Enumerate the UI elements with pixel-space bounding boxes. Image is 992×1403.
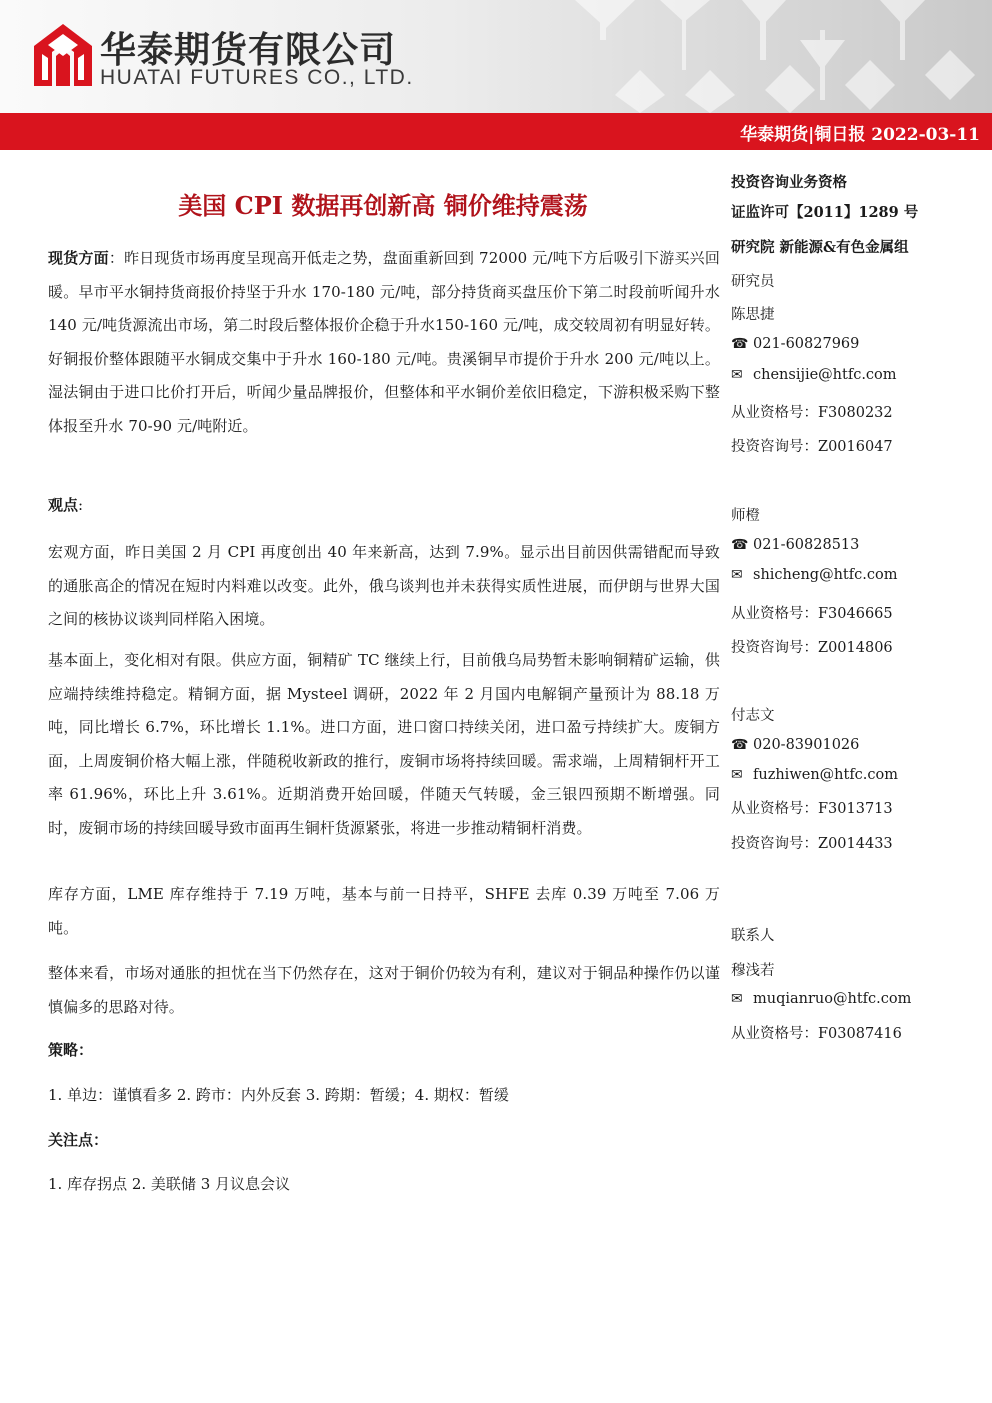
report-title: 美国 CPI 数据再创新高 铜价维持震荡: [178, 191, 588, 220]
report-banner-text: 华泰期货|铜日报 2022-03-11: [740, 125, 980, 145]
macro-section: [48, 536, 720, 637]
email-row[interactable]: ✉ chensijie@htfc.com: [731, 367, 897, 383]
strategy-heading: 策略：: [48, 1041, 94, 1059]
inventory-paragraph: 库存方面，LME 库存维持于 7.19 万吨，基本与前一日持平，SHFE 去库 0.39 万吨至 7.06 万吨。: [48, 885, 720, 937]
qualification-label: 投资咨询业务资格: [731, 174, 847, 191]
cert-number: 从业资格号：F3013713: [731, 801, 893, 817]
inventory-section: [48, 878, 720, 945]
researcher-name: 陈思捷: [731, 307, 775, 323]
license-number: 证监许可【2011】1289 号: [731, 204, 919, 221]
email-row[interactable]: ✉ muqianruo@htfc.com: [731, 991, 912, 1007]
report-banner: [0, 113, 992, 150]
researcher-name: 付志文: [731, 708, 775, 724]
consult-number: 投资咨询号：Z0014433: [731, 836, 893, 852]
email-icon: ✉: [731, 991, 743, 1007]
cert-number: 从业资格号：F3080232: [731, 405, 893, 421]
phone-row: ☎ 020-83901026: [731, 737, 860, 753]
focus-item: 1. 库存拐点 2. 美联储 3 月议息会议: [48, 1175, 291, 1193]
consult-number: 投资咨询号：Z0016047: [731, 439, 893, 455]
cert-number: 从业资格号：F3046665: [731, 606, 893, 622]
focus-list: [48, 1173, 720, 1194]
page-header: [0, 0, 992, 113]
researcher-label: 研究员: [731, 274, 775, 290]
company-name-cn: 华泰期货有限公司: [100, 30, 397, 71]
contact-label: 联系人: [731, 928, 775, 944]
phone-icon: ☎: [731, 737, 749, 753]
macro-paragraph: 宏观方面，昨日美国 2 月 CPI 再度创出 40 年来新高，达到 7.9%。显示出目前因供需错配而导致的通胀高企的情况在短时内料难以改变。此外，俄乌谈判也并未获得实质性进展，而伊朗与世界大国之间的核协议谈判同样陷入困境。: [48, 543, 720, 628]
overall-section: [48, 957, 720, 1024]
overall-paragraph: 整体来看，市场对通胀的担忧在当下仍然存在，这对于铜价仍较为有利，建议对于铜品种操作仍以谨慎偏多的思路对待。: [48, 964, 720, 1016]
huatai-logo-icon: [34, 24, 92, 86]
email-icon: ✉: [731, 567, 743, 583]
fundamental-section: [48, 644, 720, 845]
institute-name: 研究院 新能源&有色金属组: [731, 239, 909, 256]
phone-row: ☎ 021-60827969: [731, 336, 860, 352]
focus-heading: 关注点：: [48, 1131, 109, 1149]
strategy-section: [48, 1039, 720, 1060]
fundamental-paragraph: 基本面上，变化相对有限。供应方面，铜精矿 TC 继续上行，目前俄乌局势暂未影响铜精矿运输，供应端持续维持稳定。精铜方面，据 Mysteel 调研，2022 年 2 月国内电解铜产量预计为 88.18 万吨，同比增长 6.7%，环比增长 1.1%。进口方面，进口窗口持续关闭，进口盈亏持续扩大。废铜方面，上周废铜价格大幅上涨，伴随税收新政的推行，废铜市场将持续回暖。需求端，上周精铜杆开工率 61.96%，环比上升 3.61%。近期消费开始回暖，伴随天气转暖，金三银四预期不断增强。同时，废铜市场的持续回暖导致市面再生铜杆货源紧张，将进一步推动精铜杆消费。: [48, 651, 720, 837]
spot-section: [48, 242, 720, 443]
spot-paragraph: [48, 242, 720, 443]
contact-name: 穆浅若: [731, 963, 775, 979]
strategy-list: [48, 1084, 720, 1105]
researcher-name: 师橙: [731, 508, 760, 524]
email-row[interactable]: ✉ shicheng@htfc.com: [731, 567, 898, 583]
email-row[interactable]: ✉ fuzhiwen@htfc.com: [731, 767, 899, 783]
email-icon: ✉: [731, 367, 743, 383]
view-heading-wrap: [48, 494, 720, 515]
spot-text: ：昨日现货市场再度呈现高开低走之势，盘面重新回到 72000 元/吨下方后吸引下游买兴回暖。早市平水铜持货商报价持坚于升水 170-180 元/吨，部分持货商买盘压价下第二时段前听闻升水140 元/吨货源流出市场，第二时段后整体报价企稳于升水150-160 元/吨，成交较周初有明显好转。好铜报价整体跟随平水铜成交集中于升水 160-180 元/吨。贵溪铜早市提价于升水 200 元/吨以上。湿法铜由于进口比价打开后，听闻少量品牌报价，但整体和平水铜价差依旧稳定，下游积极采购下整体报至升水 70-90 元/吨附近。: [48, 249, 720, 435]
email-icon: ✉: [731, 767, 743, 783]
cert-number: 从业资格号：F03087416: [731, 1026, 902, 1042]
consult-number: 投资咨询号：Z0014806: [731, 640, 893, 656]
phone-icon: ☎: [731, 336, 749, 352]
strategy-item: 1. 单边：谨慎看多 2. 跨市：内外反套 3. 跨期：暂缓；4. 期权：暂缓: [48, 1086, 509, 1104]
view-heading: 观点:: [48, 496, 84, 514]
phone-icon: ☎: [731, 537, 749, 553]
spot-label: 现货方面: [48, 249, 109, 267]
focus-section: [48, 1129, 720, 1150]
company-name-en: HUATAI FUTURES CO., LTD.: [100, 66, 414, 89]
phone-row: ☎ 021-60828513: [731, 537, 860, 553]
